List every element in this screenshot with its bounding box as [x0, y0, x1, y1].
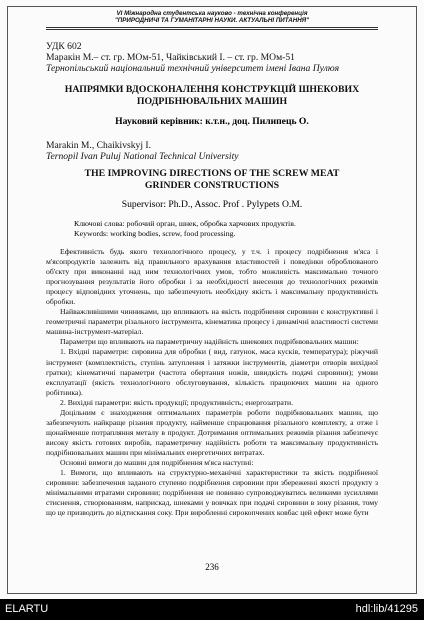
title-en-line-1: THE IMPROVING DIRECTIONS OF THE SCREW MEAT [84, 168, 340, 179]
keywords-en: Keywords: working bodies, screw, food processing. [74, 229, 236, 238]
conference-line-1: VI Міжнародна студентська науково - технічна конференція [116, 10, 308, 17]
paragraph: Доцільним є знаходження оптимальних параметрів роботи подрібнювальних машин, що забезпечують найкраще різання продукту, найменше спрацювання різального комплекту, а отже і щонайменше потрапляння металу в продукт. Дотримання оптимальних режимів різання забезпечує високу якість готових виробів, параметричну надійність роботи та максимальну продуктивність подрібнювальних машин при мінімальних енергетичних витратах. [46, 407, 378, 457]
conference-line-2: "ПРИРОДНИЧІ ТА ГУМАНІТАРНІ НАУКИ. АКТУАЛЬНІ ПИТАННЯ" [114, 17, 310, 24]
authors-en: Marakin M., Chaikivskyj I. [46, 140, 151, 151]
page-number: 236 [205, 562, 219, 572]
supervisor-en: Supervisor: Ph.D., Assoc. Prof . Pylypets O.M. [121, 199, 303, 210]
institution-ua: Тернопільський національний технічний університет імені Івана Пулюя [46, 63, 340, 74]
supervisor-ua: Науковий керівник: к.т.н., доц. Пилипець О. [115, 116, 309, 127]
repository-footer [0, 599, 424, 620]
title-ua-line-1: НАПРЯМКИ ВДОСКОНАЛЕННЯ КОНСТРУКЦІЙ ШНЕКОВИХ [64, 84, 360, 95]
handle-link[interactable]: hdl:lib/41295 [355, 603, 418, 615]
udk-code: УДК 602 [46, 41, 82, 52]
authors-ua: Маракін М.– ст. гр. МОм-51, Чайківський І. – ст. гр. МОм-51 [46, 52, 295, 63]
paragraph: 2. Вихідні параметри: якість продукції; продуктивність; енергозатрати. [60, 397, 294, 407]
title-ua-line-2: ПОДРІБНЮВАЛЬНИХ МАШИН [136, 96, 288, 107]
paragraph: Найважливішими чинниками, що впливають на якість подрібнення сировини є конструктивні і геометричні параметри різального інструмента, кінематика процесу і динамічні властивості системи машина-інструмент-матеріал. [46, 307, 378, 337]
title-en-line-2: GRINDER CONSTRUCTIONS [144, 180, 280, 191]
keywords-ua: Ключові слова: робочий орган, шнек, обробка харчових продуктів. [74, 219, 296, 228]
paragraph: Ефективність будь якого технологічного процесу, у т.ч. і процесу подрібнення м'яса і м'ясопродуктів залежить від правильного врахування властивостей і поведінки оброблюваного об'єкту при виконанні над ним технологічних умов, тобто можливість максимально точного прогнозування результатів його обробки і за необхідності внесення до технологічних режимів процесу відповідних уточнень, що забезпечують необхідну якість і максимальну продуктивність обробки. [46, 247, 378, 307]
paragraph: 1. Вхідні параметри: сировина для обробки ( вид, гатунок, маса кусків, температура); ріжучий інструмент (комплектність, ступінь затуплення і затяжки інструментів, діаметри отворів вихідної гратки); кінематичні параметри (частота обертання ножів, швидкість подачі сировини); умови експлуатації (якість технологічного обслуговування, кількість працюючих машин на одного робітника). [46, 347, 378, 397]
paragraph: Основні вимоги до машин для подрібнення м'яса наступні: [60, 457, 254, 467]
header-rule-thin [46, 29, 378, 30]
header-rule [46, 27, 378, 28]
body-text [46, 247, 378, 518]
paragraph: 1. Вимоги, що впливають на структурно-механічні характеристики та якість подрібненої сировини: забезпечення заданого ступеню подрібнення сировини при збереженні якості продукту з мінімальними втратами сировини; подрібнення не повинно супроводжуватись великими зусиллями стиснення, створюванням, наприскад, шнеками у вовчках при подачі сировини в зону різання, тому що це призводить до відтискання соку. При виробленні сирокопчених ковбас цей ефект може бути [46, 468, 378, 518]
repository-name: ELARTU [5, 603, 49, 615]
paragraph: Параметри що впливають на параметричну надійність шнекових подрібнювальних машин: [60, 337, 359, 347]
institution-en: Ternopil Ivan Puluj National Technical University [46, 151, 239, 162]
